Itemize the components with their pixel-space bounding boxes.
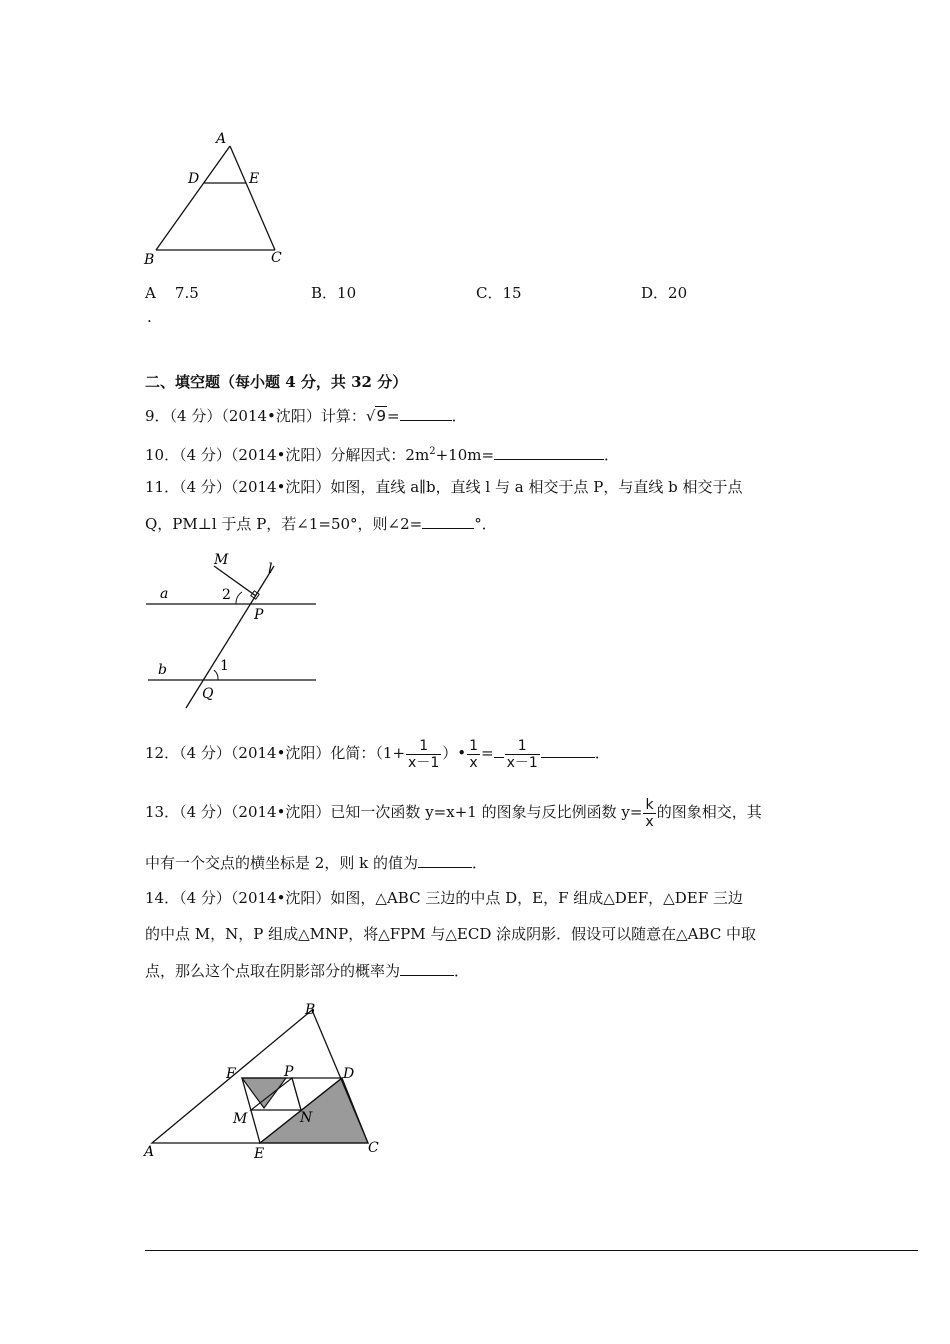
option-a-value: 7.5 <box>174 284 199 302</box>
label-d: D <box>188 171 200 187</box>
q13-f-den: x <box>645 813 654 830</box>
question-14-line1: 14．（4 分）（2014•沈阳）如图，△ABC 三边的中点 D，E，F 组成△DEF，△DEF 三边 <box>145 889 743 907</box>
q14-line3-prefix: 点，那么这个点取在阴影部分的概率为 <box>145 962 401 980</box>
label-c-vertex: C <box>368 1140 379 1156</box>
option-b: B．10 <box>311 284 357 302</box>
q10-answer-blank[interactable] <box>494 445 604 460</box>
q13-line2-end: ． <box>471 854 487 872</box>
triangle-figure <box>138 128 298 270</box>
q9-prefix: 9．（4 分）（2014•沈阳）计算： <box>145 407 366 425</box>
question-11-line2 <box>145 514 497 534</box>
q13-f-num: k <box>645 796 654 813</box>
label-1: 1 <box>220 658 229 674</box>
label-b-vertex: B <box>305 1002 316 1018</box>
option-a-dot: . <box>147 308 152 326</box>
label-e-mid: E <box>254 1146 265 1162</box>
footer-rule <box>145 1250 918 1251</box>
question-12 <box>145 734 610 772</box>
q12-fraction-3 <box>505 738 540 771</box>
angle-2-arc <box>236 592 242 604</box>
q12-eq: = <box>481 744 494 762</box>
question-11-line1: 11．（4 分）（2014•沈阳）如图，直线 a∥b，直线 l 与 a 相交于点 P，与直线 b 相交于点 <box>145 478 743 496</box>
label-a: A <box>216 131 227 147</box>
question-13-line1 <box>145 793 762 831</box>
q13-fraction <box>643 797 655 830</box>
q12-f1-den: x－1 <box>408 754 440 771</box>
q9-suffix: = <box>387 407 400 425</box>
parallel-lines-figure <box>138 552 328 712</box>
q12-fraction-2 <box>467 738 480 771</box>
question-13-line2 <box>145 853 487 873</box>
q12-f2-num: 1 <box>469 737 479 754</box>
q10-sup: 2 <box>429 446 436 457</box>
label-c: C <box>271 250 282 266</box>
label-n: N <box>300 1110 313 1126</box>
option-a-letter: A <box>145 284 156 302</box>
label-a-line: a <box>160 586 169 602</box>
label-q: Q <box>202 686 214 702</box>
label-f: F <box>226 1066 236 1082</box>
q12-f3-den: x－1 <box>506 754 538 771</box>
q13-line2-prefix: 中有一个交点的横坐标是 2，则 k 的值为 <box>145 854 418 872</box>
angle-1-arc <box>214 670 218 680</box>
label-m-mid: M <box>233 1111 248 1127</box>
q11-line2-prefix: Q，PM⊥l 于点 P，若∠1=50°，则∠2= <box>145 515 423 533</box>
label-m: M <box>214 552 229 568</box>
section-title: 二、填空题（每小题 4 分，共 32 分） <box>145 373 408 391</box>
label-a-vertex: A <box>144 1144 155 1160</box>
q12-fraction-1 <box>406 738 441 771</box>
q11-answer-blank[interactable] <box>422 514 474 529</box>
q13-answer-blank[interactable] <box>418 853 472 868</box>
label-2: 2 <box>222 587 231 603</box>
label-b-line: b <box>158 662 167 678</box>
side-ab <box>156 146 230 250</box>
sqrt-symbol: √9 <box>365 407 386 425</box>
label-l: l <box>268 561 273 577</box>
side-ac <box>230 146 275 250</box>
segment-pn <box>292 1078 301 1110</box>
shaded-triangle-figure <box>140 998 390 1166</box>
question-14-line2: 的中点 M，N，P 组成△MNP，将△FPM 与△ECD 涂成阴影．假设可以随意在△ABC 中取 <box>145 925 757 943</box>
q12-answer-blank-2[interactable] <box>541 743 595 758</box>
label-p: P <box>254 607 264 623</box>
q10-prefix: 10．（4 分）（2014•沈阳）分解因式：2m <box>145 446 430 464</box>
q9-radicand: 9 <box>376 407 386 425</box>
label-e: E <box>249 171 260 187</box>
q12-answer-blank-1[interactable] <box>494 743 504 758</box>
q13-prefix: 13．（4 分）（2014•沈阳）已知一次函数 y=x+1 的图象与反比例函数 y= <box>145 803 643 821</box>
label-p-mid: P <box>284 1064 294 1080</box>
segment-pm <box>214 566 256 596</box>
q11-line2-end: °． <box>474 515 497 533</box>
option-d: D．20 <box>641 284 688 302</box>
question-14-line3 <box>145 961 469 981</box>
q9-answer-blank[interactable] <box>400 406 452 421</box>
label-b: B <box>144 252 155 268</box>
q12-f1-num: 1 <box>419 737 429 754</box>
question-9 <box>145 406 467 426</box>
label-d-mid: D <box>343 1066 355 1082</box>
q14-answer-blank[interactable] <box>400 961 454 976</box>
option-a <box>145 283 199 303</box>
q12-mid: ）• <box>442 744 467 762</box>
q10-end: ． <box>604 446 620 464</box>
q12-f2-den: x <box>467 754 480 771</box>
q10-suffix: +10m= <box>435 446 495 464</box>
option-c: C．15 <box>476 284 522 302</box>
q12-prefix: 12．（4 分）（2014•沈阳）化简：（1+ <box>145 744 406 762</box>
q12-f3-num: 1 <box>517 737 527 754</box>
q9-end: ． <box>451 407 467 425</box>
q12-end: ． <box>594 744 610 762</box>
question-10 <box>145 442 619 465</box>
q13-suffix: 的图象相交，其 <box>656 803 762 821</box>
q14-line3-end: ． <box>454 962 470 980</box>
